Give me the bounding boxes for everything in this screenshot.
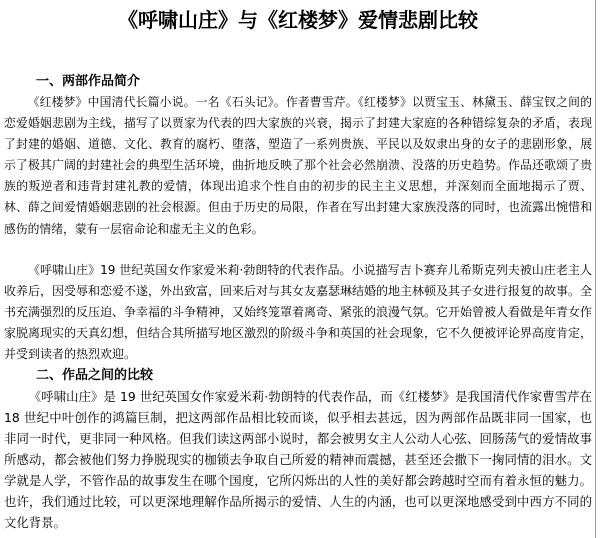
paragraph-comparison: 《呼啸山庄》是 19 世纪英国女作家爱米莉·勃朗特的代表作品，而《红楼梦》是我国清代作家曹雪芹在 18 世纪中叶创作的鸿篇巨制，把这两部作品相比较而谈，似乎相去甚远，因为两部作品既非同一国家，也非同一时代，更非同一种风格。但我们读这两部小说时，都会被男女主人公动人心弦、回肠荡气的爱情故事所感动，都会被他们努力挣脱现实的枷锁去争取自己所爱的精神而震撼，甚至还会撒下一掬同情的泪水。文学就是人学，不管作品的故事发生在哪个国度，它所闪烁出的人性的美好都会跨越时空而有着永恒的魅力。也许，我们通过比较，可以更深地理解作品所揭示的爱情、人生的内涵，也可以更深地感受到中西方不同的文化背景。 <box>4 389 592 530</box>
section-heading-introduction: 一、两部作品简介 <box>36 74 141 89</box>
page-edge <box>597 0 602 538</box>
document-title: 《呼啸山庄》与《红楼梦》爱情悲剧比较 <box>118 8 478 32</box>
paragraph-wuthering-heights-intro: 《呼啸山庄》19 世纪英国女作家爱米莉·勃朗特的代表作品。小说描写吉卜赛弃儿希斯克列夫被山庄老主人收养后，因受辱和恋爱不遂，外出致富，回来后对与其女友嘉瑟琳结婚的地主林顿及其子女进行报复的故事。全书充满强烈的反压迫、争幸福的斗争精神，又始终笼罩着离奇、紧张的浪漫气氛。它开始曾被人看做是年青女作家脱离现实的天真幻想，但结合其所描写地区激烈的阶级斗争和英国的社会现象，它不久便被评论界高度肯定，并受到读者的热烈欢迎。 <box>4 263 593 361</box>
paragraph-hongloumeng-intro: 《红楼梦》中国清代长篇小说。一名《石头记》。作者曹雪芹。《红楼梦》以贾宝玉、林黛玉、薛宝钗之间的恋爱婚姻悲剧为主线，描写了以贾家为代表的四大家族的兴衰，揭示了封建大家庭的各种错综复杂的矛盾，表现了封建的婚姻、道德、文化、教育的腐朽、堕落，塑造了一系列贵族、平民以及奴隶出身的女子的悲剧形象，展示了极其广阔的封建社会的典型生活环境，曲折地反映了那个社会必然崩溃、没落的历史趋势。作品还歌颂了贵族的叛逆者和违背封建礼教的爱情，体现出追求个性自由的初步的民主主义思想，并深刻而全面地揭示了贾、林、薛之间爱情婚姻悲剧的社会根源。但由于历史的局限，作者在写出封建大家族没落的同时，也流露出惋惜和感伤的情绪，蒙有一层宿命论和虚无主义的色彩。 <box>4 95 592 236</box>
section-heading-comparison: 二、作品之间的比较 <box>36 368 154 383</box>
